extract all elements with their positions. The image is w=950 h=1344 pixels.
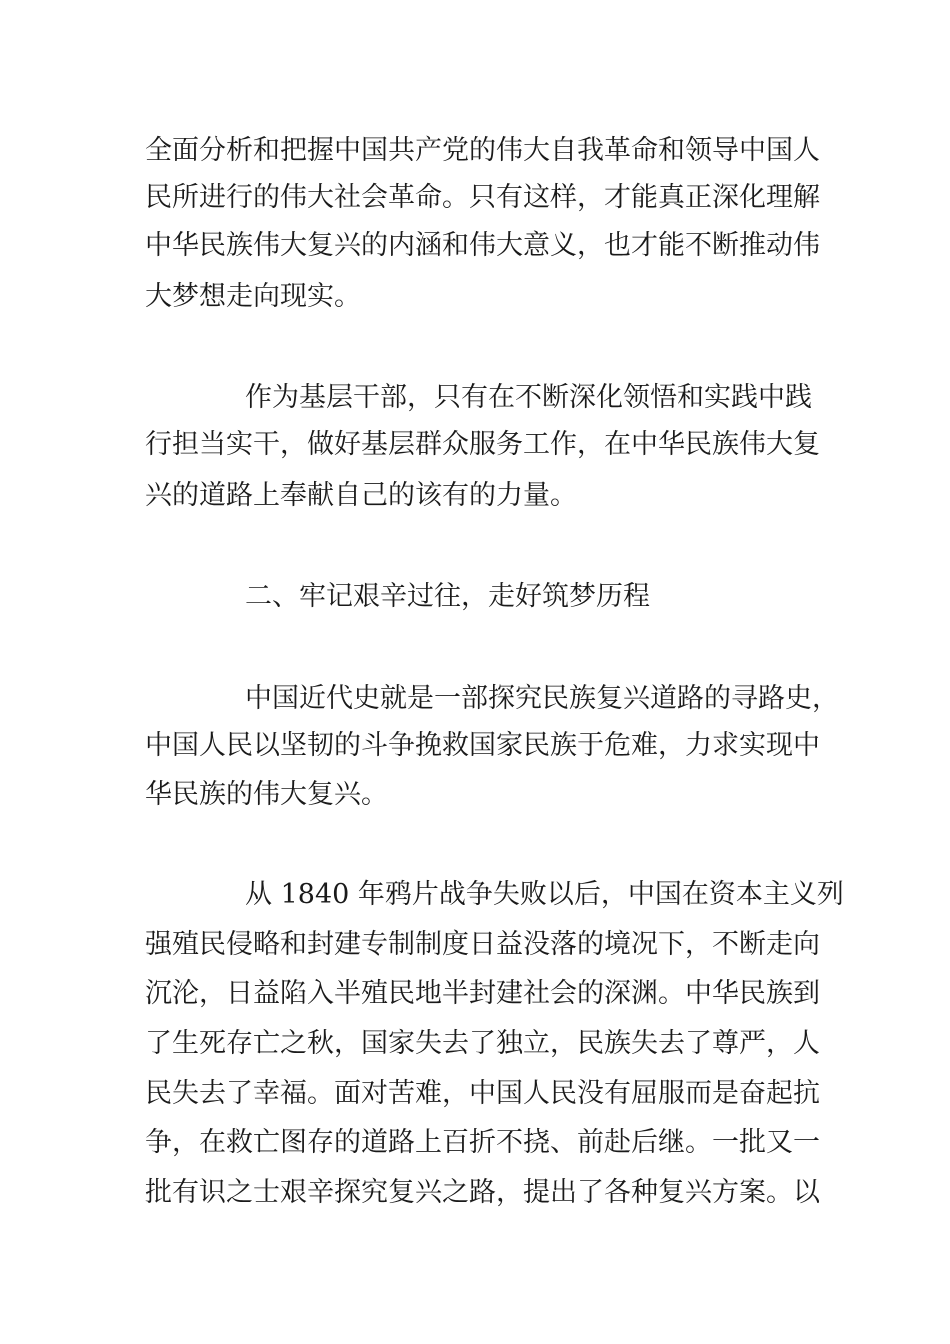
text-line: 批有识之士艰辛探究复兴之路，提出了各种复兴方案。以	[145, 1177, 820, 1208]
text-line: 中华民族伟大复兴的内涵和伟大意义，也才能不断推动伟	[145, 230, 820, 261]
text-line: 了生死存亡之秋，国家失去了独立，民族失去了尊严，人	[145, 1028, 820, 1059]
text-line: 作为基层干部，只有在不断深化领悟和实践中践	[245, 382, 812, 413]
text-line: 兴的道路上奉献自己的该有的力量。	[145, 480, 577, 511]
text-line: 沉沦，日益陷入半殖民地半封建社会的深渊。中华民族到	[145, 978, 820, 1009]
text-line: 中国近代史就是一部探究民族复兴道路的寻路史，	[245, 683, 839, 714]
text-line: 行担当实干，做好基层群众服务工作，在中华民族伟大复	[145, 429, 820, 460]
text-line: 华民族的伟大复兴。	[145, 779, 388, 810]
text-line: 强殖民侵略和封建专制制度日益没落的境况下，不断走向	[145, 929, 820, 960]
text-line: 全面分析和把握中国共产党的伟大自我革命和领导中国人	[145, 135, 820, 166]
text-line: 争，在救亡图存的道路上百折不挠、前赴后继。一批又一	[145, 1127, 820, 1158]
text-line: 从 1840 年鸦片战争失败以后，中国在资本主义列	[245, 879, 844, 910]
text-line: 民失去了幸福。面对苦难，中国人民没有屈服而是奋起抗	[145, 1078, 820, 1109]
text-line: 中国人民以坚韧的斗争挽救国家民族于危难，力求实现中	[145, 730, 820, 761]
text-line: 民所进行的伟大社会革命。只有这样，才能真正深化理解	[145, 182, 820, 213]
section-heading: 二、牢记艰辛过往，走好筑梦历程	[245, 581, 650, 612]
text-line: 大梦想走向现实。	[145, 281, 361, 312]
